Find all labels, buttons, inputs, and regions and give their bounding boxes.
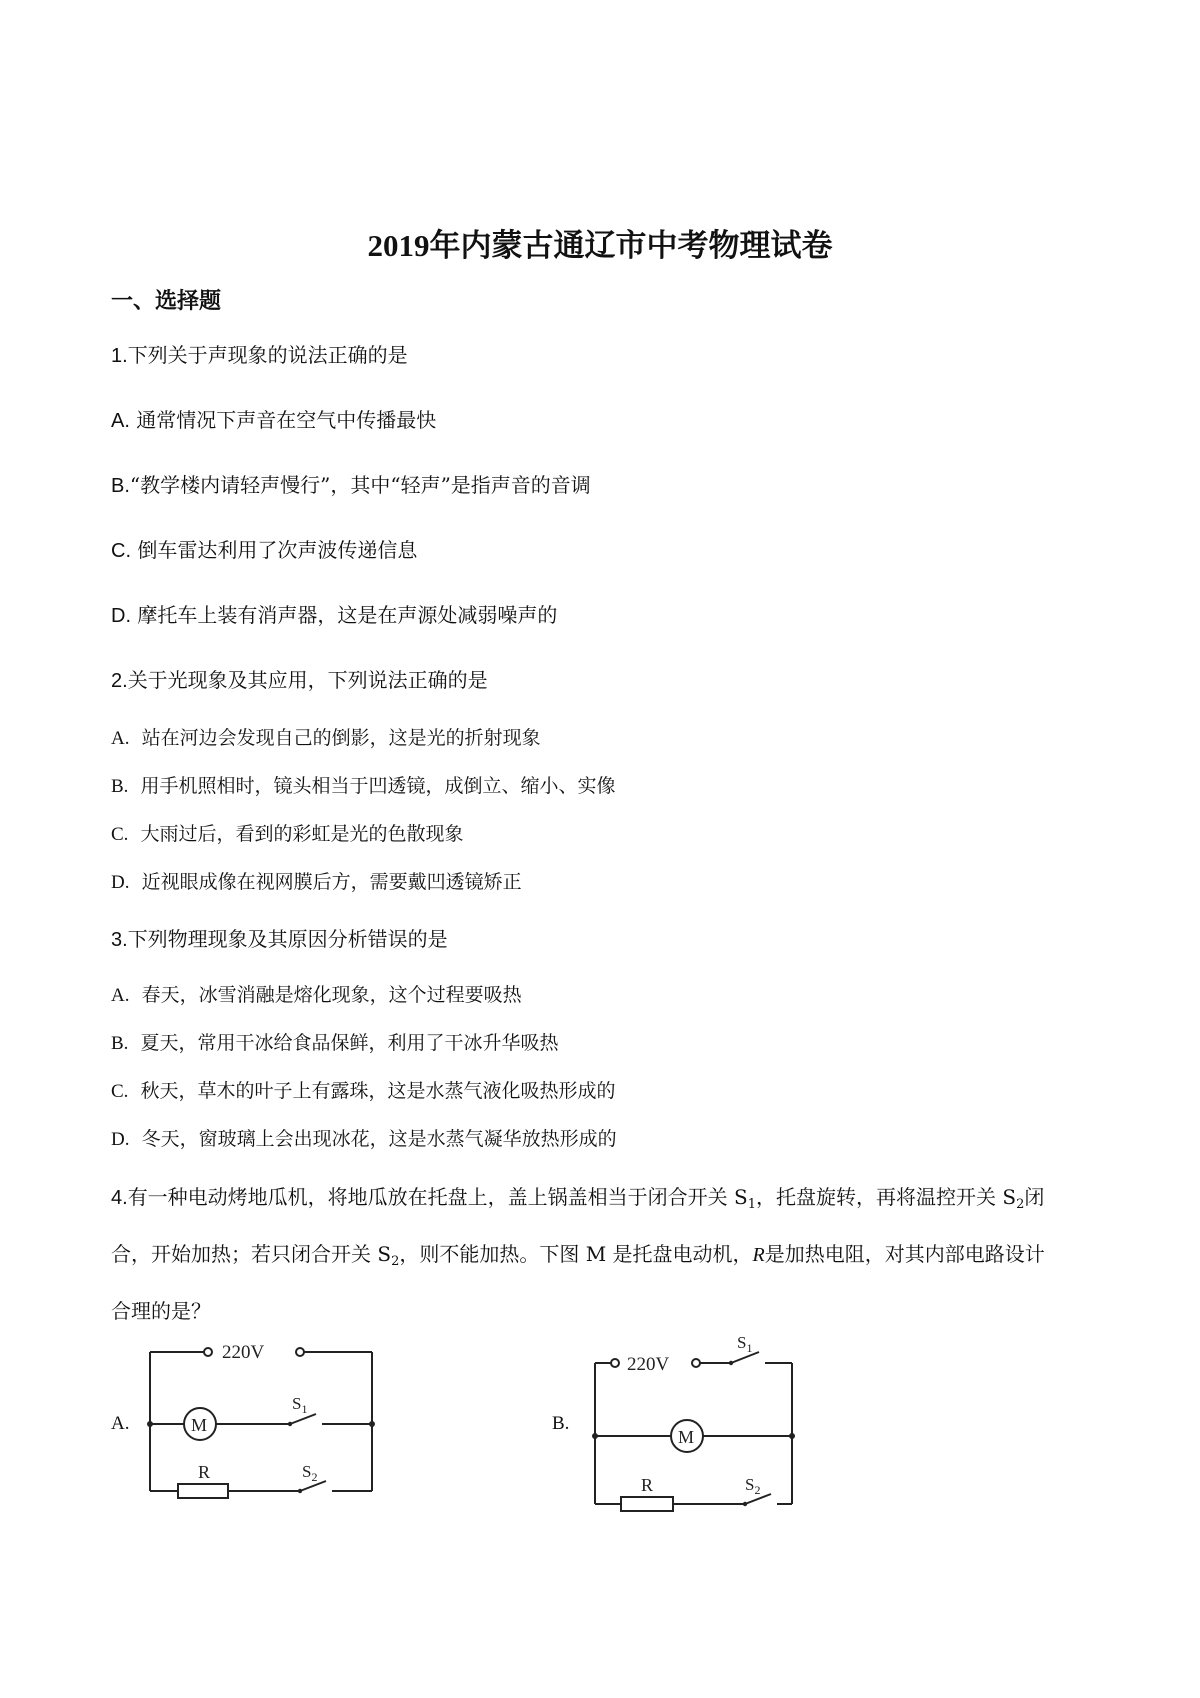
- option-label: B.: [111, 475, 130, 497]
- option-label: C.: [111, 1081, 129, 1102]
- subscript: 1: [747, 1197, 757, 1212]
- question-4-line-1: [111, 1181, 1044, 1212]
- switch-letter: S: [302, 1462, 312, 1481]
- question-text: ，则不能加热。下图 M 是托盘电动机，: [399, 1242, 753, 1266]
- switch-letter: S: [292, 1394, 302, 1413]
- question-3: [111, 923, 448, 952]
- q1-option-b: [111, 469, 591, 498]
- switch-subscript: 1: [301, 1402, 308, 1416]
- option-text: 通常情况下声音在空气中传播最快: [136, 408, 437, 432]
- q3-option-a: [111, 980, 522, 1007]
- q2-option-d: [111, 867, 522, 894]
- question-4-line-2: [111, 1238, 1045, 1269]
- question-number: 2.: [111, 670, 128, 692]
- q2-option-c: [111, 819, 464, 846]
- option-text: 站在河边会发现自己的倒影，这是光的折射现象: [141, 727, 541, 749]
- q1-option-a: [111, 404, 436, 433]
- switch-s2-label: [302, 1462, 317, 1484]
- option-label: D.: [111, 1129, 130, 1150]
- option-label: D.: [111, 605, 131, 627]
- option-text: 用手机照相时，镜头相当于凹透镜，成倒立、缩小、实像: [140, 775, 616, 797]
- switch-subscript: 2: [754, 1483, 761, 1497]
- resistor-label: R: [198, 1462, 211, 1482]
- option-text: 大雨过后，看到的彩虹是光的色散现象: [140, 823, 464, 845]
- switch-letter: S: [745, 1475, 755, 1494]
- switch-subscript: 2: [311, 1470, 318, 1484]
- option-text: 夏天，常用干冰给食品保鲜，利用了干冰升华吸热: [140, 1032, 559, 1054]
- q2-option-b: [111, 771, 616, 798]
- question-4-line-3: 合理的是？: [111, 1299, 211, 1323]
- circuit-diagram-b: [585, 1328, 855, 1528]
- question-text: 闭: [1024, 1185, 1045, 1209]
- question-2: [111, 664, 488, 693]
- option-label: D.: [111, 872, 130, 893]
- question-text: 是加热电阻，对其内部电路设计: [764, 1242, 1045, 1266]
- q3-option-c: [111, 1076, 616, 1103]
- voltage-label: 220V: [627, 1354, 670, 1375]
- q2-option-a: [111, 723, 541, 750]
- resistor-symbol: R: [752, 1244, 765, 1266]
- option-label: B.: [111, 1033, 129, 1054]
- subscript: 2: [391, 1254, 400, 1269]
- question-number: 1.: [111, 345, 128, 367]
- q1-option-c: [111, 534, 417, 563]
- option-text: 春天，冰雪消融是熔化现象，这个过程要吸热: [141, 984, 522, 1006]
- switch-subscript: 1: [746, 1341, 753, 1355]
- option-text: 冬天，窗玻璃上会出现冰花，这是水蒸气凝华放热形成的: [141, 1128, 617, 1150]
- q3-option-b: [111, 1028, 559, 1055]
- motor-label: M: [191, 1415, 208, 1435]
- circuit-diagram-a: [140, 1332, 400, 1517]
- page-title: 2019年内蒙古通辽市中考物理试卷: [367, 228, 833, 263]
- option-label: C.: [111, 824, 129, 845]
- resistor-label: R: [641, 1475, 654, 1495]
- question-stem: 关于光现象及其应用，下列说法正确的是: [127, 668, 488, 692]
- switch-s2-label: [745, 1475, 760, 1497]
- question-text: 合，开始加热；若只闭合开关 S: [111, 1242, 392, 1266]
- option-label: C.: [111, 540, 131, 562]
- subscript: 2: [1016, 1197, 1025, 1212]
- section-heading: 一、选择题: [111, 288, 222, 314]
- option-text: 近视眼成像在视网膜后方，需要戴凹透镜矫正: [141, 871, 522, 893]
- motor-label: M: [678, 1427, 695, 1447]
- circuit-a-label: A.: [111, 1413, 130, 1434]
- option-text: “教学楼内请轻声慢行”，其中“轻声”是指声音的音调: [129, 473, 591, 497]
- q3-option-d: [111, 1124, 617, 1151]
- question-stem: 下列关于声现象的说法正确的是: [127, 343, 408, 367]
- question-number: 4.: [111, 1187, 128, 1209]
- question-text: ，托盘旋转，再将温控开关 S: [756, 1185, 1017, 1209]
- option-text: 倒车雷达利用了次声波传递信息: [137, 538, 418, 562]
- option-label: B.: [111, 776, 129, 797]
- option-text: 摩托车上装有消声器，这是在声源处减弱噪声的: [137, 603, 558, 627]
- switch-letter: S: [737, 1333, 747, 1352]
- switch-s1-label: [737, 1333, 752, 1355]
- circuit-b-label: B.: [552, 1413, 570, 1434]
- option-label: A.: [111, 985, 130, 1006]
- question-1: [111, 339, 408, 368]
- option-text: 秋天，草木的叶子上有露珠，这是水蒸气液化吸热形成的: [140, 1080, 616, 1102]
- question-stem: 下列物理现象及其原因分析错误的是: [127, 927, 448, 951]
- switch-s1-label: [292, 1394, 307, 1416]
- question-text: 有一种电动烤地瓜机，将地瓜放在托盘上，盖上锅盖相当于闭合开关 S: [127, 1185, 748, 1209]
- option-label: A.: [111, 410, 130, 432]
- option-label: A.: [111, 728, 130, 749]
- q1-option-d: [111, 599, 557, 628]
- voltage-label: 220V: [222, 1342, 265, 1363]
- question-number: 3.: [111, 929, 128, 951]
